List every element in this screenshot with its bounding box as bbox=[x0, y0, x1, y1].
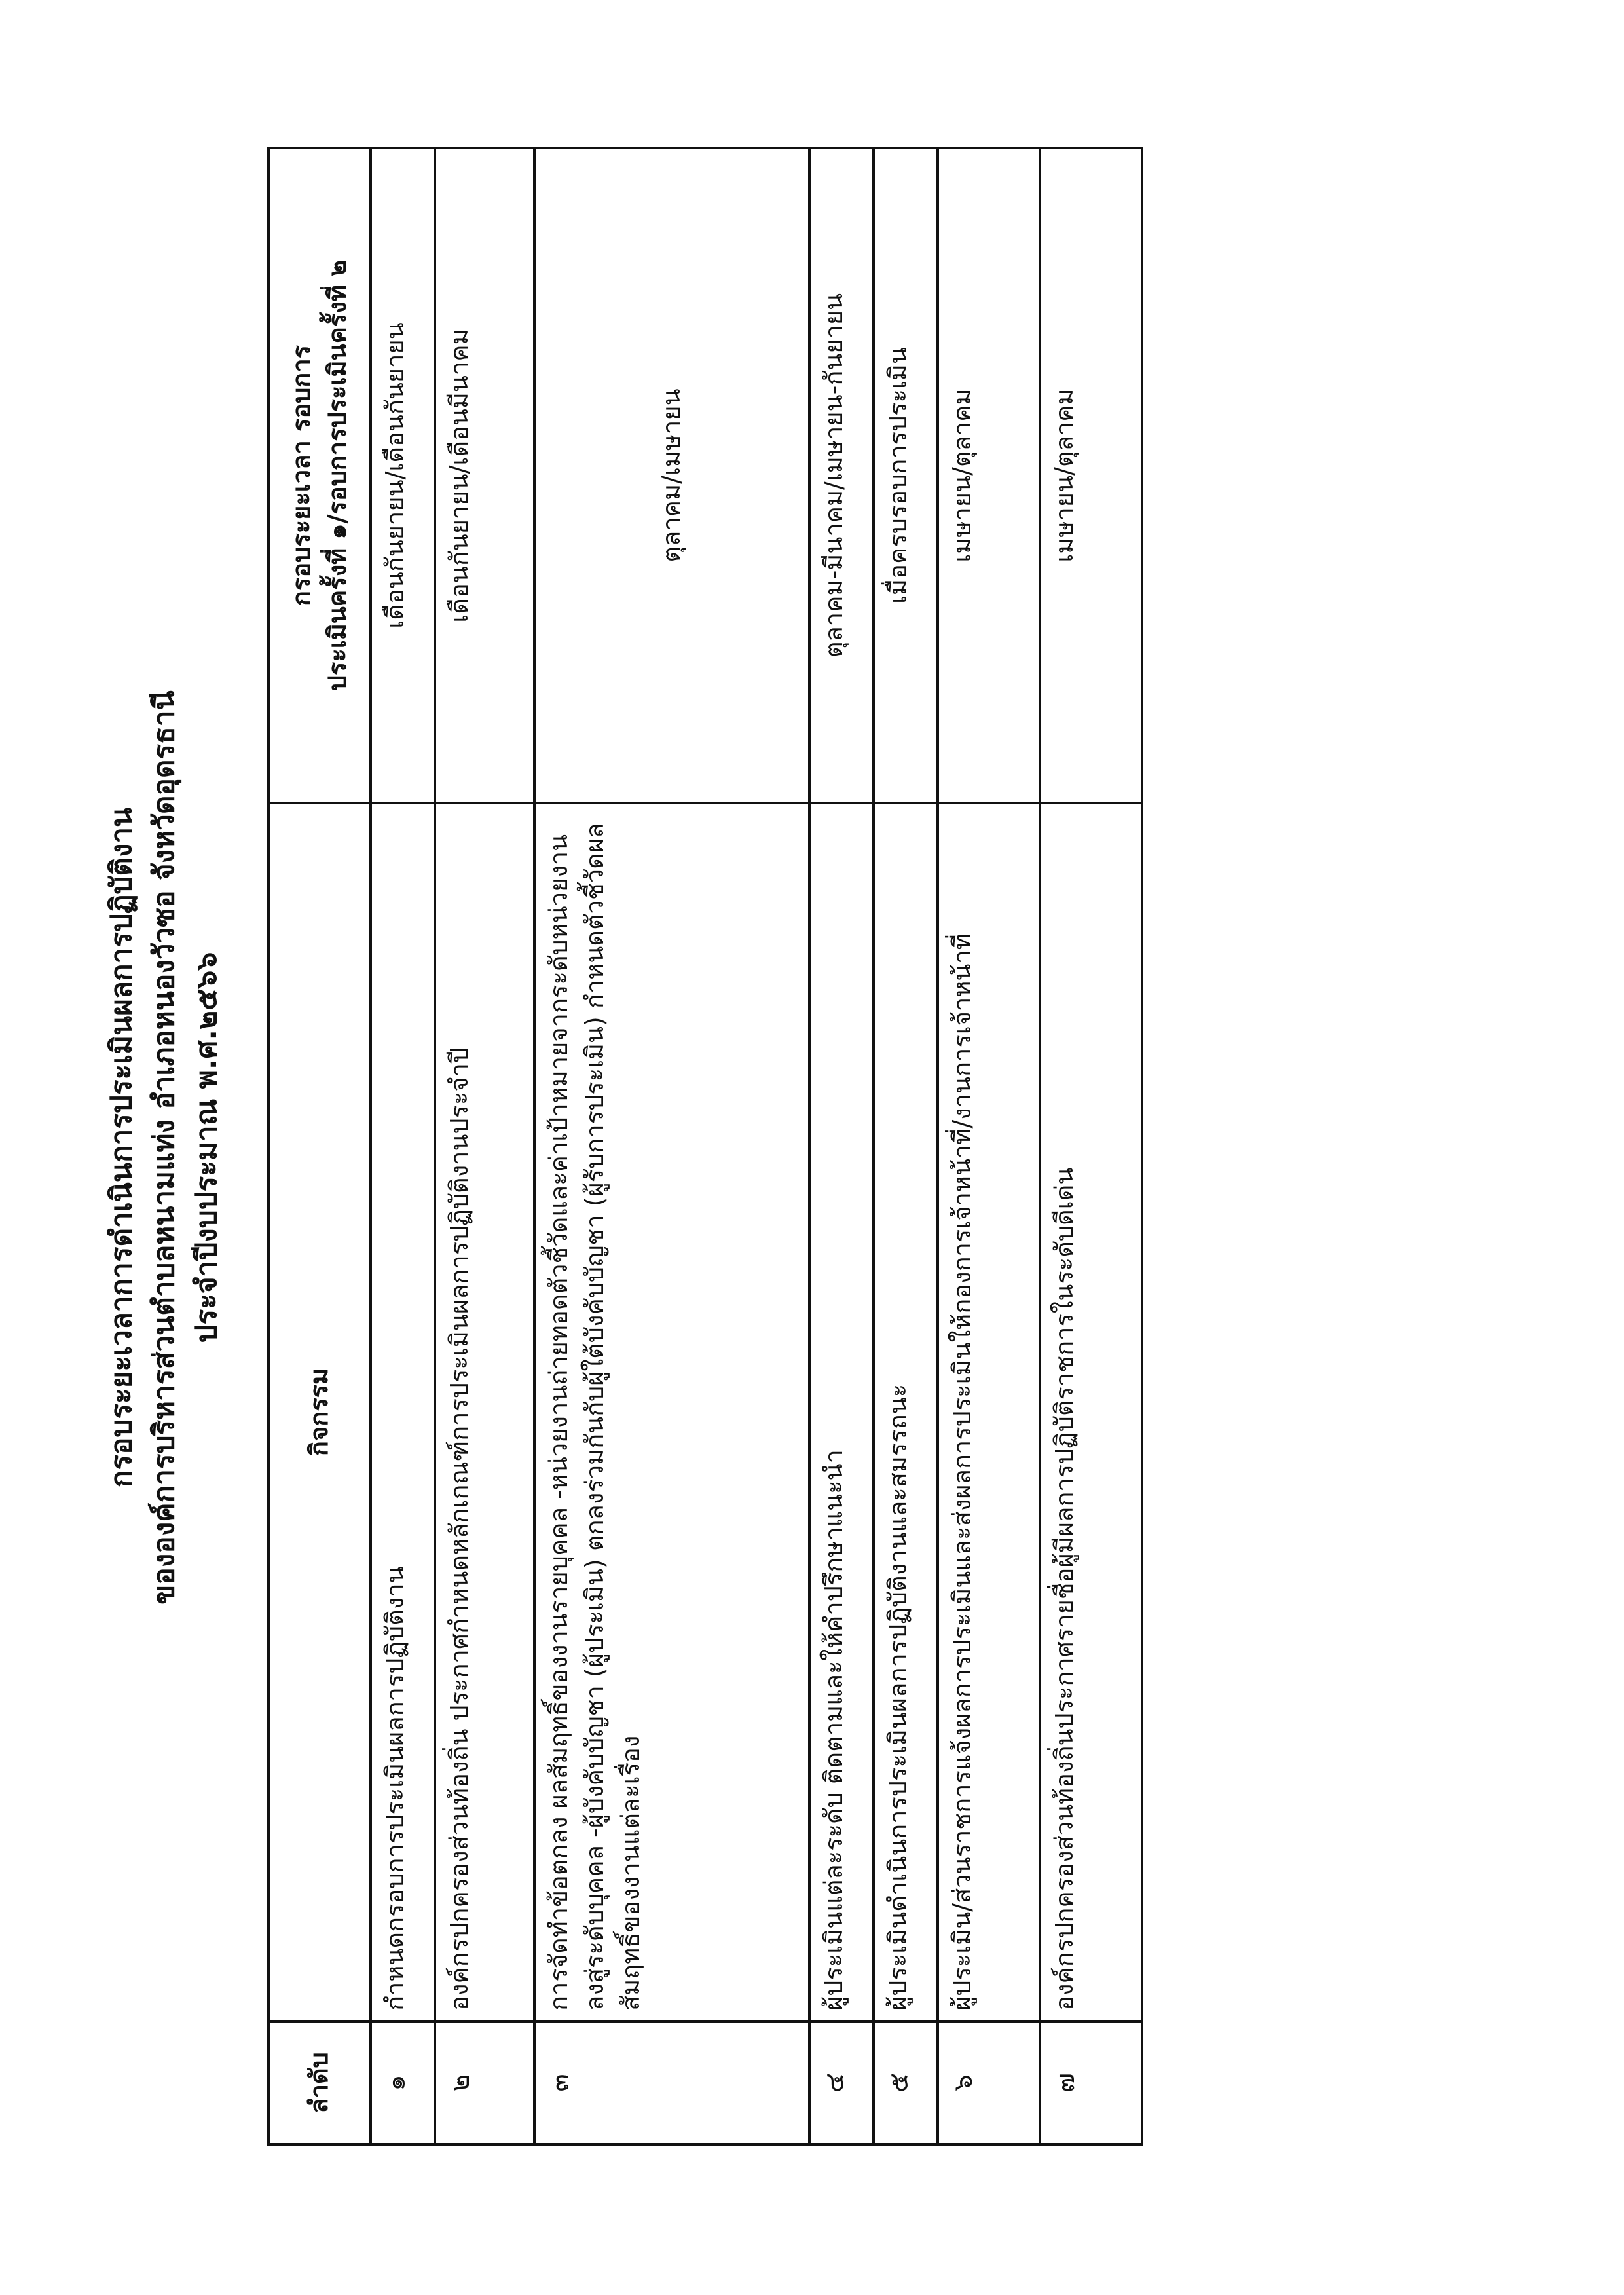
table-header-row bbox=[268, 148, 371, 2144]
row-no: ๑ bbox=[371, 2021, 435, 2144]
row-no: ๗ bbox=[1040, 2021, 1142, 2144]
row-activity: กำหนดกรอบการประเมินผลการปฏิบัติงาน bbox=[371, 803, 435, 2021]
row-schedule: เมษายน/ตุลาคม bbox=[938, 148, 1040, 803]
header-no: ลำดับ bbox=[268, 2021, 371, 2144]
row-no: ๓ bbox=[534, 2021, 809, 2144]
table-row bbox=[1040, 148, 1142, 2144]
table-row bbox=[938, 148, 1040, 2144]
document-subtitle: ขององค์การบริหารส่วนตำบลหนามแท่ง อำเภอหนองวัวซอ จังหวัดอุดรธานี bbox=[147, 690, 181, 1605]
row-no: ๖ bbox=[938, 2021, 1040, 2144]
table-row bbox=[435, 148, 534, 2144]
header-schedule bbox=[268, 148, 371, 803]
row-activity: ผู้ประเมิน/ส่วนราชการแจ้งผลการประเมินและส่งผลการประเมินให้กองการเจ้าหน้าที่/งานการเจ้าหน้าที่ bbox=[938, 803, 1040, 2021]
row-schedule: เมื่อครบรอบการประเมิน bbox=[874, 148, 938, 803]
row-activity: การจัดทำข้อตกลง ผลสัมฤทธิ์ของงานรายบุคคล -หน่วยงานถ่ายทอดตัวชี้วัดและค่าเป้าหมายจากระดับหน่วยงานลงสู่ระดับบุคคล -ผู้บังคับบัญชา (ผู้ประเมิน) ตกลงร่วมกันกับผู้ใต้บังคับบัญชา (ผู้รับการประเมิน) กำหนดตัวชี้วัดผลสัมฤทธิ์ของงานแต่ละเรื่อง bbox=[534, 803, 809, 2021]
fiscal-year: ประจำปีงบประมาณ พ.ศ.๒๕๖๖ bbox=[190, 952, 223, 1343]
schedule-table bbox=[267, 147, 1143, 2146]
document-title: กรอบระยะเวลาการดำเนินการประเมินผลการปฏิบัติงาน bbox=[105, 807, 138, 1488]
header-activity: กิจกรรม bbox=[268, 803, 371, 2021]
table-row bbox=[534, 148, 809, 2144]
table-row bbox=[874, 148, 938, 2144]
row-activity: ผู้ประเมินดำเนินการประเมินผลการปฏิบัติงานและสมรรถนะ bbox=[874, 803, 938, 2021]
row-schedule: เดือนกันยายน/เดือนมีนาคม bbox=[435, 148, 534, 803]
row-activity: ผู้ประเมินแต่ละระดับ ติดตามและให้คำปรึกษาแนะนำ bbox=[809, 803, 874, 2021]
row-no: ๔ bbox=[809, 2021, 874, 2144]
row-schedule: เดือนกันยายน/เดือนกันยายน bbox=[371, 148, 435, 803]
header-schedule-line2: ประเมินครั้งที่ ๑/รอบการประเมินครั้งที่ ๒ bbox=[323, 259, 352, 692]
table-row bbox=[809, 148, 874, 2144]
row-activity: องค์กรปกครองส่วนท้องถิ่นประกาศรายชื่อผู้มีผลการปฏิบัติราชการในระดับดีเด่น bbox=[1040, 803, 1142, 2021]
row-activity: องค์กรปกครองส่วนท้องถิ่น ประกาศกำหนดหลักเกณฑ์การประเมินผลการปฏิบัติงานประจำปี bbox=[435, 803, 534, 2021]
header-schedule-line1: กรอบระยะเวลา รอบการ bbox=[286, 345, 316, 606]
row-schedule: เมษายน/ตุลาคม bbox=[1040, 148, 1142, 803]
row-schedule: ตุลาคม-มีนาคม/เมษายน-กันยายน bbox=[809, 148, 874, 803]
table-row bbox=[371, 148, 435, 2144]
row-schedule: ตุลาคม/เมษายน bbox=[534, 148, 809, 803]
row-no: ๒ bbox=[435, 2021, 534, 2144]
row-no: ๕ bbox=[874, 2021, 938, 2144]
